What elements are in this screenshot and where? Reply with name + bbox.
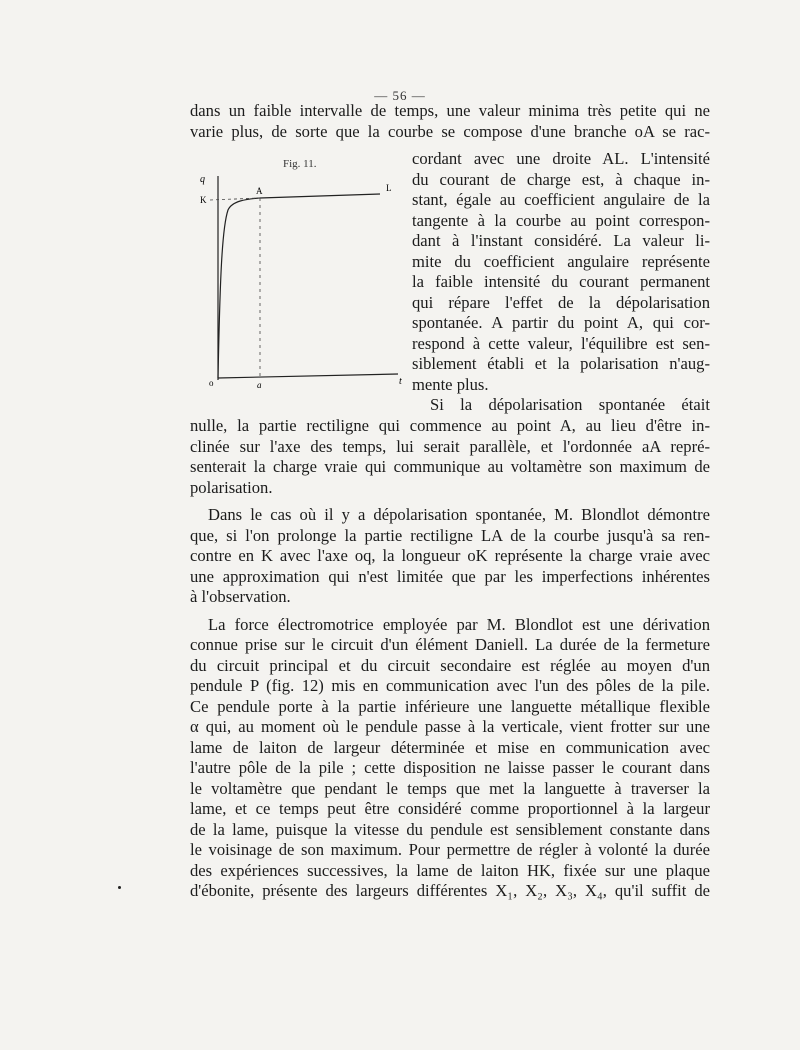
text-line: du courant de charge est, à chaque in- bbox=[412, 169, 710, 189]
text-line: cordant avec une droite AL. L'intensité bbox=[412, 149, 710, 168]
text-line: des expériences successives, la lame de laiton HK, fixée sur une plaque bbox=[190, 860, 710, 880]
text-line: tangente à la courbe au point correspon- bbox=[412, 210, 710, 230]
text-line: clinée sur l'axe des temps, lui serait parallèle, et l'ordonnée aA repré- bbox=[190, 436, 710, 456]
figure-caption: Fig. 11. bbox=[283, 158, 317, 170]
text-line: connue prise sur le circuit d'un élément Daniell. La durée de la fermeture bbox=[190, 635, 710, 654]
text-line: Si la dépolarisation spontanée était bbox=[430, 395, 710, 414]
label-q: q bbox=[200, 174, 205, 185]
text-line: le voltamètre que pendant le temps que met la languette à traverser la bbox=[190, 778, 710, 798]
text-line: dant à l'instant considéré. La valeur li- bbox=[412, 231, 710, 250]
text-line: pendule P (fig. 12) mis en communication avec l'un des pôles de la pile. bbox=[190, 676, 710, 695]
text-line: de la lame, puisque la vitesse du pendule est sensiblement constante dans bbox=[190, 819, 710, 839]
text-line: polarisation. bbox=[190, 477, 273, 497]
text-line: mente plus. bbox=[412, 374, 489, 394]
text-line: La force électromotrice employée par M. Blondlot est une dérivation bbox=[208, 614, 710, 634]
label-A: A bbox=[256, 186, 263, 196]
paragraph-3 bbox=[190, 615, 710, 902]
label-o: o bbox=[209, 378, 214, 388]
text-line: d'ébonite, présente des largeurs différentes X₁, X₂, X₃, X₄, qu'il suffit de bbox=[190, 881, 710, 900]
text-line: nulle, la partie rectiligne qui commence au point A, au lieu d'être in- bbox=[190, 416, 710, 435]
text-line: α qui, au moment où le pendule passe à la verticale, vient frotter sur une bbox=[190, 717, 710, 736]
text-line: du circuit principal et du circuit secondaire est réglée au moyen d'un bbox=[190, 655, 710, 675]
text-line: respond à cette valeur, l'équilibre est sen- bbox=[412, 333, 710, 353]
text-line: stant, égale au coefficient angulaire de la bbox=[412, 190, 710, 209]
text-line: à l'observation. bbox=[190, 587, 291, 606]
label-t: t bbox=[399, 376, 402, 387]
text-line: contre en K avec l'axe oq, la longueur oK représente la charge vraie avec bbox=[190, 546, 710, 565]
text-line: qui répare l'effet de la dépolarisation bbox=[412, 292, 710, 312]
text-line: spontanée. A partir du point A, qui cor- bbox=[412, 313, 710, 332]
ink-spot bbox=[118, 886, 121, 889]
wrapped-text-beside-figure bbox=[412, 149, 710, 416]
paragraph-2 bbox=[190, 505, 710, 608]
label-a: a bbox=[257, 380, 262, 390]
charge-curve bbox=[218, 194, 380, 378]
text-line: varie plus, de sorte que la courbe se compose d'une branche oA se rac- bbox=[190, 121, 710, 141]
text-line: siblement établi et la polarisation n'aug- bbox=[412, 354, 710, 373]
opening-lines bbox=[190, 101, 710, 142]
text-line: une approximation qui n'est limitée que par les imperfections inhérentes bbox=[190, 566, 710, 586]
text-line: Ce pendule porte à la partie inférieure une languette métallique flexible bbox=[190, 696, 710, 716]
text-line: senterait la charge vraie qui communique au voltamètre son maximum de bbox=[190, 457, 710, 476]
text-line: lame, et ce temps peut être considéré comme proportionnel à la largeur bbox=[190, 799, 710, 818]
text-line: mite du coefficient angulaire représente bbox=[412, 251, 710, 271]
text-line: l'autre pôle de la pile ; cette disposition ne laisse passer le courant dans bbox=[190, 758, 710, 777]
page-number: — 56 — bbox=[374, 88, 426, 103]
text-line: que, si l'on prolonge la partie rectiligne LA de la courbe jusqu'à sa ren- bbox=[190, 525, 710, 545]
body-text bbox=[190, 416, 710, 909]
label-L: L bbox=[386, 183, 392, 193]
text-line: lame de laiton de largeur déterminée et mise en communication avec bbox=[190, 737, 710, 757]
text-line: dans un faible intervalle de temps, une valeur minima très petite qui ne bbox=[190, 101, 710, 120]
paragraph-1-continuation bbox=[190, 416, 710, 498]
text-line: la faible intensité du courant permanent bbox=[412, 272, 710, 291]
figure-11-diagram bbox=[196, 168, 406, 393]
text-line: Dans le cas où il y a dépolarisation spontanée, M. Blondlot démontre bbox=[208, 505, 710, 524]
text-line: le voisinage de son maximum. Pour permettre de régler à volonté la durée bbox=[190, 840, 710, 859]
label-K: K bbox=[200, 195, 207, 205]
axis-t bbox=[218, 374, 398, 378]
